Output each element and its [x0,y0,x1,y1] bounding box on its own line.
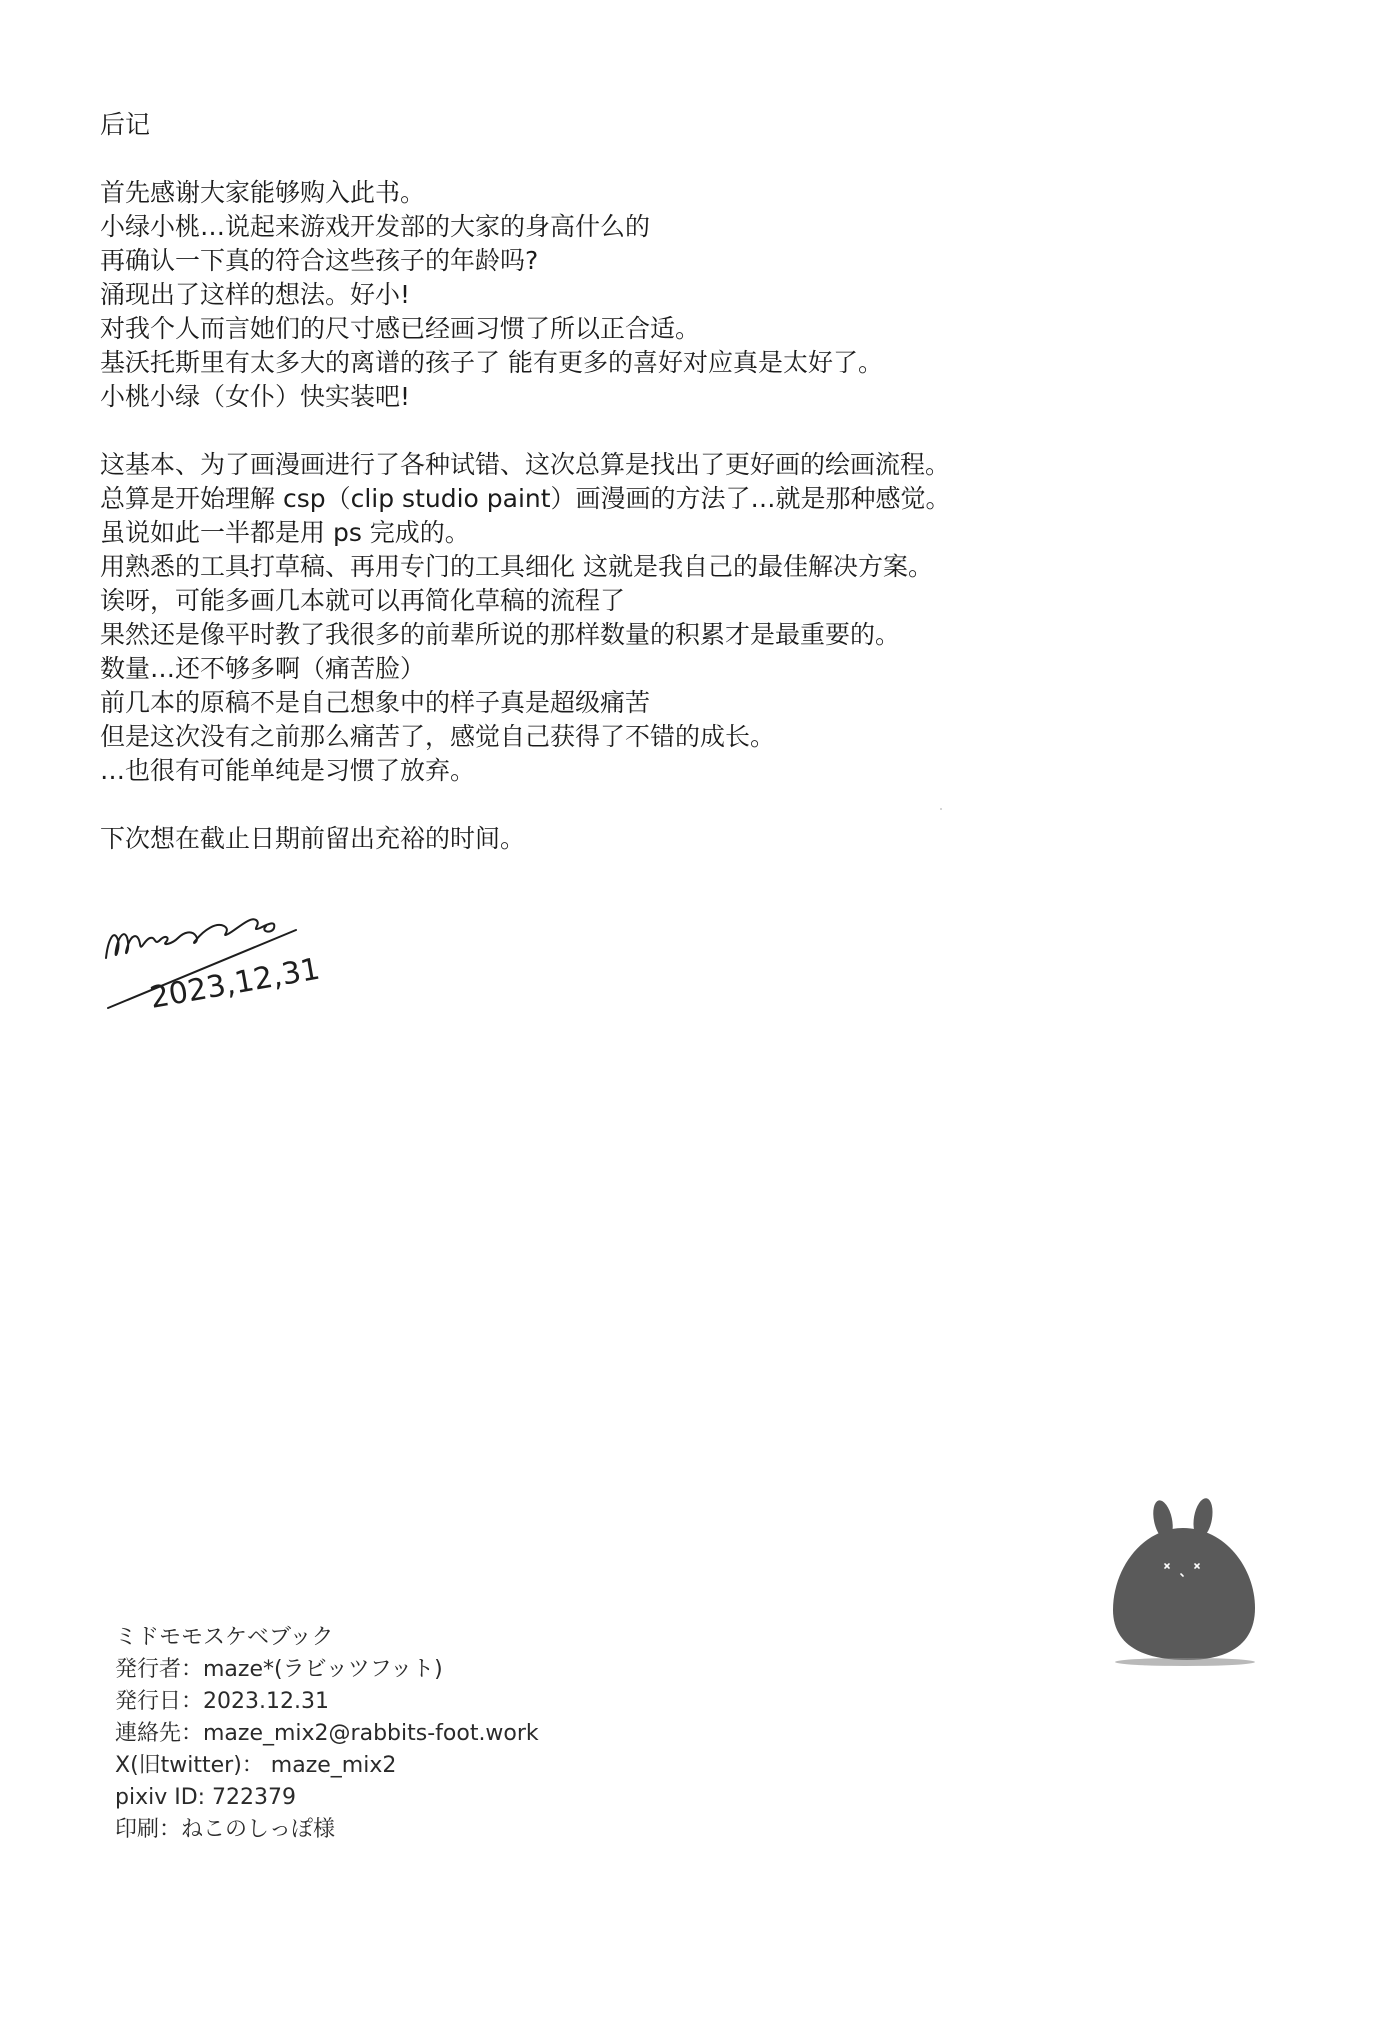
text-line: 前几本的原稿不是自己想象中的样子真是超级痛苦 [100,688,651,717]
printer-line: 印刷：ねこのしっぽ様 [115,1817,336,1842]
rabbit-blob-icon [1105,1488,1265,1668]
publisher-line: 発行者：maze*(ラビッツフット) [115,1657,443,1682]
paper-speck [940,808,942,810]
text-line: …也很有可能单纯是习惯了放弃。 [100,756,476,785]
text-line: 下次想在截止日期前留出充裕的时间。 [100,824,526,853]
text-line: 诶呀，可能多画几本就可以再简化草稿的流程了 [100,586,626,615]
signature-date: 2023,12,31 [147,951,323,1016]
publish-date-line: 発行日：2023.12.31 [115,1689,329,1714]
text-line: 小桃小绿（女仆）快实装吧! [100,382,411,411]
text-line: 但是这次没有之前那么痛苦了，感觉自己获得了不错的成长。 [100,722,776,751]
afterword-paragraph-1 [100,176,1340,414]
text-line: 基沃托斯里有太多大的离谱的孩子了 能有更多的喜好对应真是太好了。 [100,348,883,377]
text-line: 涌现出了这样的想法。好小! [100,280,411,309]
text-line: 数量…还不够多啊（痛苦脸） [100,654,426,683]
text-line: 用熟悉的工具打草稿、再用专门的工具细化 这就是我自己的最佳解决方案。 [100,552,933,581]
handwritten-signature [100,900,330,1020]
afterword-heading: 后记 [100,110,151,139]
text-line: 首先感谢大家能够购入此书。 [100,178,426,207]
text-line: 这基本、为了画漫画进行了各种试错、这次总算是找出了更好画的绘画流程。 [100,450,951,479]
afterword-paragraph-2 [100,448,1340,788]
pixiv-line: pixiv ID: 722379 [115,1785,297,1810]
text-line: 总算是开始理解 csp（clip studio paint）画漫画的方法了…就是那种感觉。 [100,484,951,513]
afterword-section [100,108,1340,890]
colophon [115,1622,815,1846]
book-title: ミドモモスケベブック [115,1625,334,1650]
contact-line: 連絡先：maze_mix2@rabbits-foot.work [115,1721,539,1746]
twitter-line: X(旧twitter)： maze_mix2 [115,1753,397,1778]
text-line: 小绿小桃…说起来游戏开发部的大家的身高什么的 [100,212,651,241]
text-line: 虽说如此一半都是用 ps 完成的。 [100,518,470,547]
afterword-paragraph-3 [100,822,1340,856]
text-line: 对我个人而言她们的尺寸感已经画习惯了所以正合适。 [100,314,701,343]
text-line: 果然还是像平时教了我很多的前辈所说的那样数量的积累才是最重要的。 [100,620,901,649]
text-line: 再确认一下真的符合这些孩子的年龄吗? [100,246,539,275]
